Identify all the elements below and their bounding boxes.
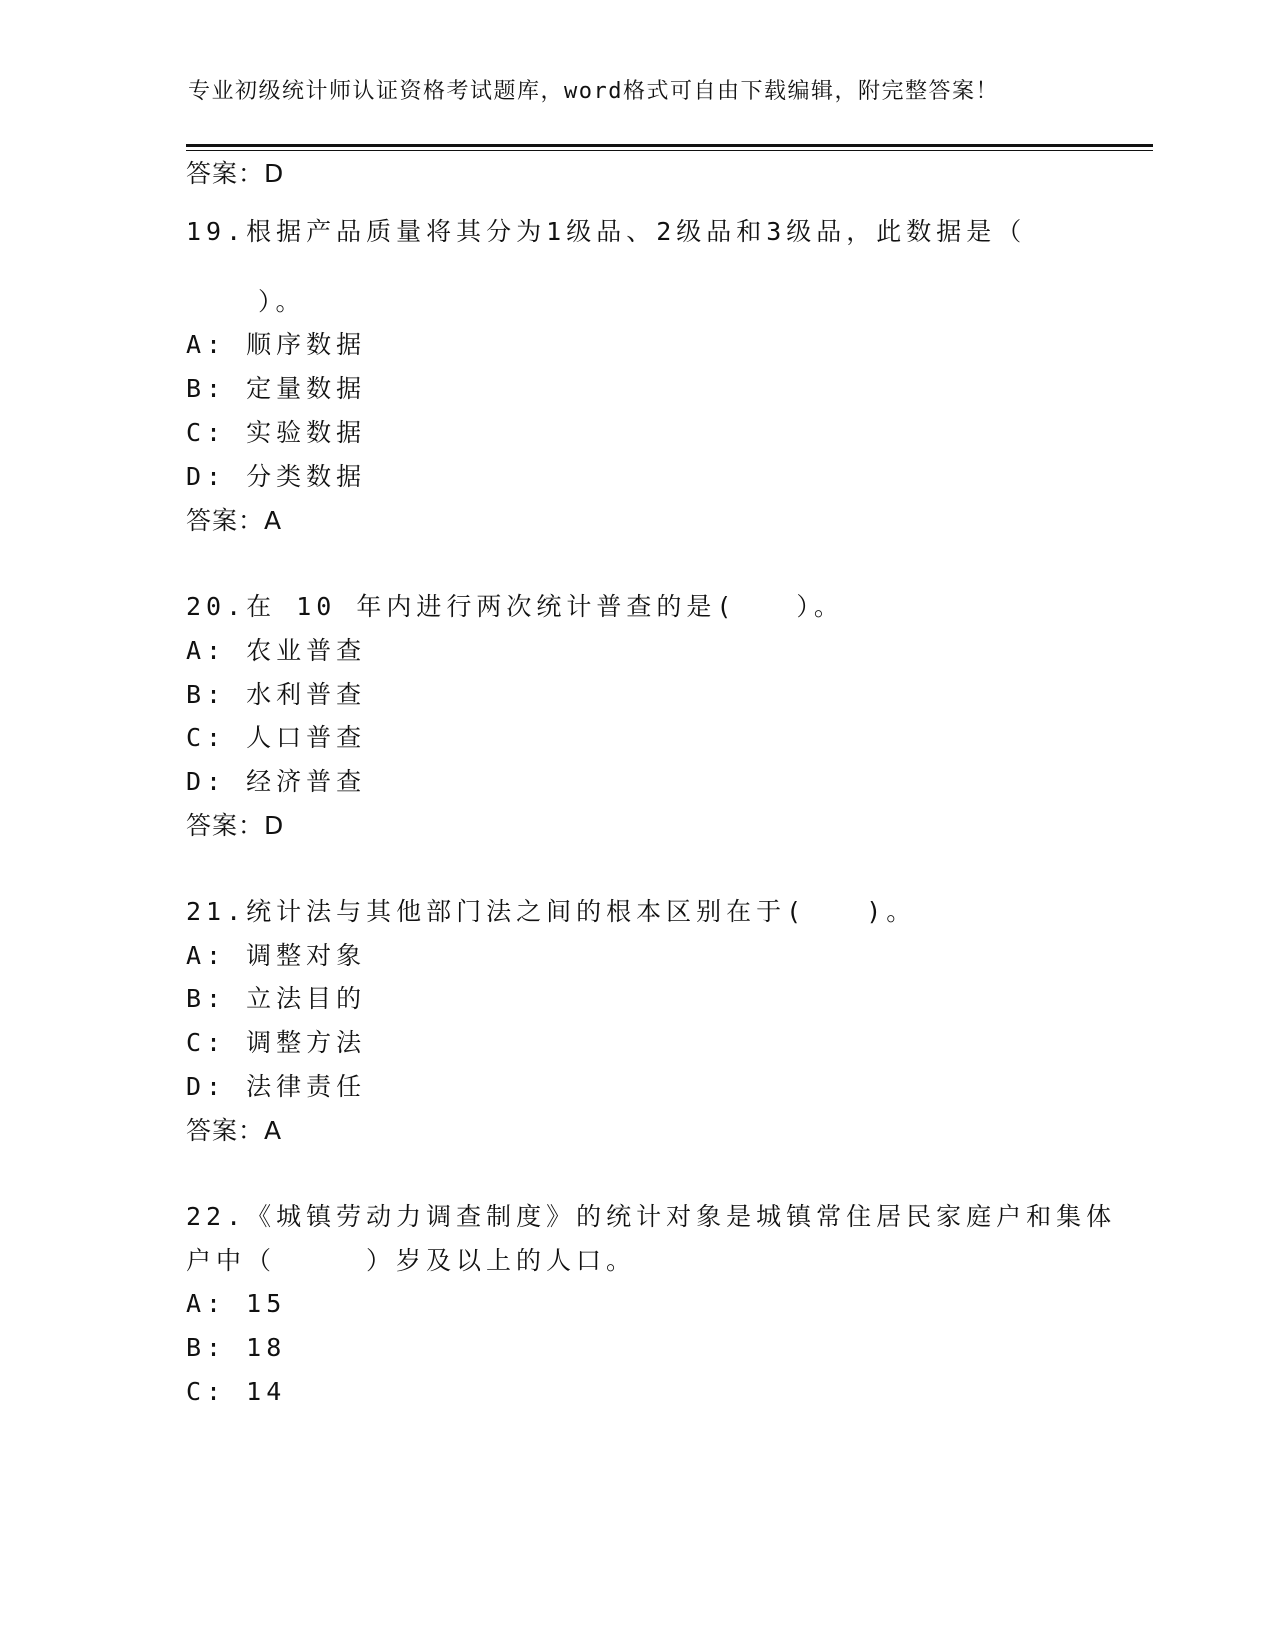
- question-20-option-c: C: 人口普查: [186, 723, 367, 752]
- question-22-option-a: A: 15: [186, 1289, 287, 1318]
- question-20-answer: 答案：D: [186, 811, 285, 840]
- question-21-option-b: B: 立法目的: [186, 984, 367, 1013]
- question-20-option-b: B: 水利普查: [186, 680, 367, 709]
- question-19-option-a: A: 顺序数据: [186, 330, 367, 359]
- question-21-answer: 答案：A: [186, 1116, 283, 1145]
- question-21-stem: 21.统计法与其他部门法之间的根本区别在于( )。: [186, 897, 917, 926]
- question-22-option-b: B: 18: [186, 1333, 287, 1362]
- question-19-option-c: C: 实验数据: [186, 418, 367, 447]
- question-19-option-d: D: 分类数据: [186, 462, 367, 491]
- header-divider-thin: [186, 150, 1153, 151]
- question-21-option-c: C: 调整方法: [186, 1028, 367, 1057]
- question-20-option-a: A: 农业普查: [186, 636, 367, 665]
- question-21-option-a: A: 调整对象: [186, 941, 367, 970]
- question-22-option-c: C: 14: [186, 1377, 287, 1406]
- answer-prev: 答案：D: [186, 159, 285, 188]
- question-20-option-d: D: 经济普查: [186, 767, 367, 796]
- question-21-option-d: D: 法律责任: [186, 1072, 367, 1101]
- question-22-stem: 22.《城镇劳动力调查制度》的统计对象是城镇常住居民家庭户和集体: [186, 1202, 1117, 1231]
- question-19-answer: 答案：A: [186, 506, 283, 535]
- page-header: 专业初级统计师认证资格考试题库，word格式可自由下载编辑，附完整答案！: [188, 79, 999, 104]
- question-22-stem-cont: 户中（ ）岁及以上的人口。: [186, 1246, 637, 1275]
- question-19-option-b: B: 定量数据: [186, 374, 367, 403]
- header-divider-thick: [186, 144, 1153, 147]
- question-20-stem: 20.在 10 年内进行两次统计普查的是( ）。: [186, 592, 844, 621]
- question-19-stem: 19.根据产品质量将其分为1级品、2级品和3级品，此数据是（: [186, 217, 1027, 246]
- question-19-stem-cont: ）。: [258, 287, 306, 316]
